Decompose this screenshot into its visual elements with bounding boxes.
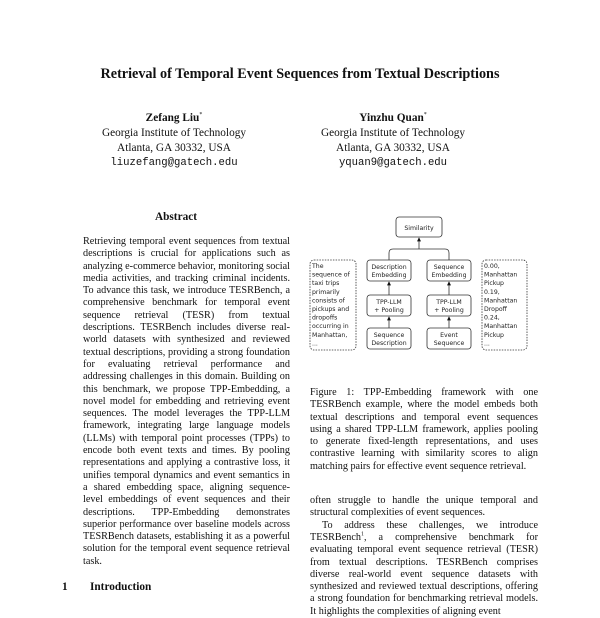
example-line: primarily <box>312 288 340 296</box>
author-affiliation: Georgia Institute of Technology <box>101 126 247 139</box>
example-line: 0.00, <box>484 263 500 270</box>
example-line: consists of <box>312 297 345 305</box>
author-block-2 <box>285 108 501 171</box>
box-label: Description <box>371 264 407 271</box>
example-line: Pickup <box>484 280 504 288</box>
abstract-heading: Abstract <box>154 211 198 223</box>
author-name: Zefang Liu <box>145 111 200 124</box>
box-label: Event <box>440 332 458 339</box>
example-line: occurring in <box>312 323 349 331</box>
box-label: Sequence <box>373 332 405 339</box>
example-line: Manhattan <box>484 323 518 331</box>
right-column <box>310 387 538 618</box>
box-label: Embedding <box>431 272 467 279</box>
example-line: 0.19, <box>484 288 500 296</box>
box-label: Sequence <box>433 264 465 271</box>
box-label: Description <box>371 340 407 347</box>
author-block-1 <box>66 108 282 171</box>
section-heading <box>62 580 290 594</box>
box-label: Embedding <box>371 272 407 279</box>
section-title: Introduction <box>90 581 152 594</box>
author-name: Yinzhu Quan <box>359 111 424 124</box>
author-mark: * <box>423 112 427 118</box>
box-label: TPP-LLM <box>436 299 462 306</box>
footnote-marker[interactable]: 1 <box>360 531 364 538</box>
merge-arrow <box>389 238 449 260</box>
similarity-label: Similarity <box>404 225 434 232</box>
example-line: Dropoff <box>484 306 507 313</box>
example-line: The <box>312 263 324 270</box>
paragraph-text: To address these challenges, we introduce TESRBench <box>310 519 538 543</box>
example-line: Manhattan <box>484 271 518 279</box>
box-label: TPP-LLM <box>376 299 402 306</box>
section-number: 1 <box>62 581 68 594</box>
example-text-lines <box>311 263 351 347</box>
box-label: Sequence <box>433 340 465 347</box>
example-line: taxi trips <box>312 280 340 288</box>
example-line: Manhattan <box>484 297 518 305</box>
left-column <box>62 236 290 594</box>
abstract-text: Retrieving temporal event sequences from textual descriptions is crucial for applications such as analyzing e-commerce behavior, monitoring social media activities, and tracking criminal incidents. To advance this task, we introduce TESRBench, a comprehensive benchmark for temporal event sequence retrieval (TESR) from textual descriptions. TESRBench includes diverse real-world datasets with synthesized and reviewed textual descriptions, providing a strong foundation for evaluating retrieval performance and addressing challenges in this domain. Building on this benchmark, we propose TPP-Embedding, a novel model for embedding and retrieving event sequences. The model leverages the TPP-LLM framework, integrating large language models (LLMs) with temporal point processes (TPPs) to encode both event texts and times. By pooling representations and applying a contrastive loss, it unifies temporal dynamics and event semantics in a shared embedding space, aligning sequence-level embeddings of event sequences and their descriptions. TPP-Embedding demonstrates superior performance over baseline models across TESRBench datasets, establishing it as a powerful solution for the temporal event sequence retrieval task. <box>83 236 290 567</box>
paragraph <box>310 520 538 618</box>
author-address: Atlanta, GA 30332, USA <box>117 141 231 154</box>
box-label: + Pooling <box>434 307 464 314</box>
example-event-lines <box>484 263 517 347</box>
example-line: pickups and <box>312 306 350 313</box>
example-line: dropoffs <box>312 314 338 322</box>
example-line: ... <box>484 340 490 348</box>
example-line: Manhattan, <box>312 331 348 339</box>
example-line: Pickup <box>484 331 504 339</box>
paper-title: Retrieval of Temporal Event Sequences from Textual Descriptions <box>100 66 500 82</box>
example-line: sequence of <box>312 271 350 279</box>
author-email[interactable]: liuzefang@gatech.edu <box>110 156 238 169</box>
example-line: 0.24, <box>484 314 500 322</box>
example-line: ... <box>312 340 318 348</box>
paragraph: often struggle to handle the unique temporal and structural complexities of event sequences. <box>310 495 538 519</box>
box-label: + Pooling <box>374 307 404 314</box>
figure-diagram <box>300 208 540 358</box>
paragraph-text: , a comprehensive benchmark for evaluating temporal event sequence retrieval (TESR) from textual descriptions. TESRBench comprises diverse real-world event sequence datasets with synthesized and reviewed textual descriptions, offering a strong foundation for benchmarking retrieval models. It highlights the complexities of aligning event <box>310 531 538 617</box>
author-email[interactable]: yquan9@gatech.edu <box>338 156 448 169</box>
author-address: Atlanta, GA 30332, USA <box>336 141 450 154</box>
figure-caption: Figure 1: TPP-Embedding framework with one TESRBench example, where the model embeds both textual descriptions and temporal event sequences using a shared TPP-LLM framework, applies pooling to generate fixed-length representations, and uses contrastive learning with similarity scores to align matching pairs for effective event sequence retrieval. <box>310 387 538 472</box>
author-affiliation: Georgia Institute of Technology <box>320 126 466 139</box>
author-mark: * <box>199 112 203 118</box>
